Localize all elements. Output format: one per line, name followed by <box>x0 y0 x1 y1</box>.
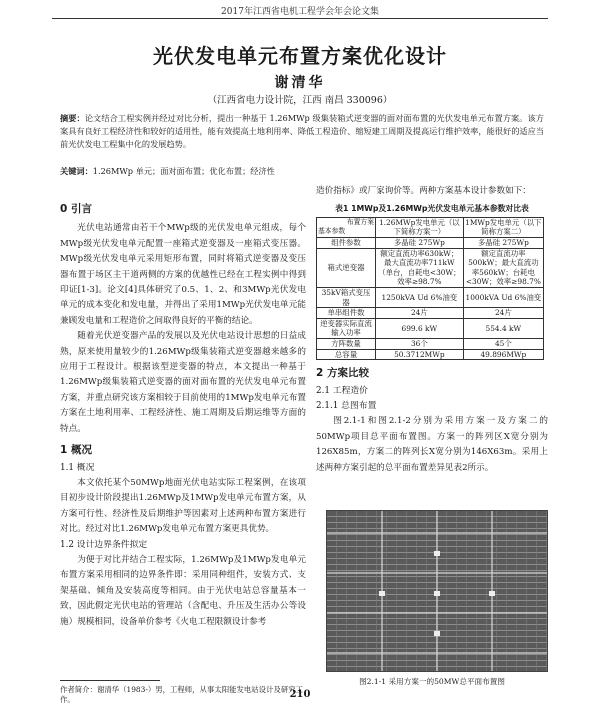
table-header-sub: 基本参数 <box>318 227 346 236</box>
table-cell-name: 组件参数 <box>317 238 376 249</box>
section-1-1-heading: 1.1 概况 <box>60 462 95 473</box>
table-cell-name: 箱式逆变器 <box>317 248 376 287</box>
paper-title: 光伏发电单元布置方案优化设计 <box>153 44 447 68</box>
header-rule <box>52 18 548 19</box>
table-cell-a: 24片 <box>376 308 464 319</box>
table-cell-a: 36个 <box>376 338 464 349</box>
table-cell-name: 方阵数量 <box>317 338 376 349</box>
section-1-heading: 1 概况 <box>60 444 92 457</box>
table-cell-b: 额定直流功率500kW；最大直流功率560kW；台耗电<30W；效率≥98.7% <box>463 248 543 287</box>
section-0-paragraph-1: 光伏电站通常由若干个MWp级的光伏发电单元组成，每个MWp级光伏发电单元配置一座箱式逆变器及一座箱式变压器。MWp级光伏发电单元采用矩形布置，同时将箱式逆变器及变压器布置于场区主干道两侧的方案的优越性已经在工程实例中得到印证[1-3]。论文[4]具体研究了0.5、1、2、和3MWp光伏发电单元的成本变化和发电量，并得出了采用1MWp光伏发电单元能兼顾发电量和工程造价之间取得良好的平衡的结论。 <box>60 223 306 326</box>
section-1-2-paragraph: 为便于对比并结合工程实际，1.26MWp及1MWp发电单元布置方案采用相同的边界条件即：采用同种组件，安装方式、支架基础、倾角及安装高度等相同。由于光伏电站总容量基本一致，因此假定光伏电站的管理站（含配电、升压及生活办公等设施）规模相同，设备单价参考《火电工程限额设计参考 <box>60 554 306 627</box>
table-cell-a: 699.6 kW <box>376 318 464 338</box>
section-2-1-1-heading: 2.1.1 总图布置 <box>316 400 377 411</box>
table-col-b-header: 1MWp发电单元（以下简称方案二） <box>465 217 542 237</box>
table-cell-name: 逆变器实际直流输入功率 <box>317 318 376 338</box>
site-layout-figure <box>326 510 548 672</box>
table-row <box>317 308 544 319</box>
keywords <box>60 166 544 177</box>
keywords-text: 1.26MWp 单元；面对面布置；优化布置；经济性 <box>92 166 275 176</box>
section-1-2-heading: 1.2 设计边界条件拟定 <box>60 539 148 550</box>
keywords-label: 关键词： <box>60 166 93 176</box>
table-cell-name: 单串组件数 <box>317 308 376 319</box>
table-cell-b: 1000kVA Ud 6%油变 <box>463 287 543 307</box>
figure-caption: 图2.1-1 采用方案一的50MW总平面布置图 <box>359 677 505 686</box>
site-layout-image <box>327 511 547 671</box>
section-2-1-heading: 2.1 工程造价 <box>316 385 368 396</box>
table-cell-b: 24片 <box>463 308 543 319</box>
footnote-rule <box>60 680 160 681</box>
running-head: 2017年江西省电机工程学会年会论文集 <box>221 7 379 17</box>
abstract-label: 摘要： <box>60 113 85 123</box>
table-row <box>317 349 544 360</box>
table-cell-b: 多晶硅 275Wp <box>463 238 543 249</box>
table-corner-cell <box>317 217 376 237</box>
table-header-label: 布置方案 <box>346 217 374 226</box>
section-0-heading: 0 引言 <box>60 203 92 215</box>
section-2-1-1-paragraph: 图2.1-1和图2.1-2分别为采用方案一及方案二的50MWp项目总平面布置图。方案一的阵列区X宽分别为126X85m，方案二的阵列长X宽分别为146X63m。采用上述两种方案引起的总平面布置差异见表2所示。 <box>316 416 548 473</box>
abstract-text: 论文结合工程实例并经过对比分析，提出一种基于 1.26MWp 级集装箱式逆变器的面对面布置的光伏发电单元布置方案。该方案具有良好工程经济性和较好的适用性，能有效提高土地利用率、降低工程造价、缩短建工周期及提高运行维护效率，能很好的适应当前光伏发电工程集中化的发展趋势。 <box>60 113 544 149</box>
table-row <box>317 338 544 349</box>
table-header-row <box>317 217 544 237</box>
table-cell-name: 总容量 <box>317 349 376 360</box>
paper-author: 谢清华 <box>274 75 326 91</box>
section-1-1-paragraph: 本文依托某个50MWp地面光伏电站实际工程案例，在该项目初步设计阶段提出1.26MWp及1MWp发电单元布置方案，从方案可行性、经济性及后期维护等因素对上述两种布置方案进行对比。经过对比1.26MWp发电单元布置方案更具优势。 <box>60 477 306 535</box>
table-cell-b: 45个 <box>463 338 543 349</box>
left-column <box>60 200 306 630</box>
page-number: 210 <box>289 689 311 700</box>
table-cell-b: 554.4 kW <box>463 318 543 338</box>
table-row <box>317 318 544 338</box>
table-cell-a: 额定直流功率630kW；最大直流功率711kW（单台，自耗电<30W；效率≥98.7% <box>376 248 464 287</box>
table-row <box>317 248 544 287</box>
table-caption: 表1 1MWp及1.26MWp光伏发电单元基本参数对比表 <box>335 204 529 214</box>
right-column <box>316 184 548 476</box>
table-cell-name: 35kV箱式变压器 <box>317 287 376 307</box>
table-row <box>317 287 544 307</box>
continuation-text: 造价指标》或厂家询价等。两种方案基本设计参数如下： <box>316 186 531 196</box>
parameter-table <box>316 217 544 360</box>
abstract <box>60 112 544 151</box>
section-0-paragraph-2: 随着光伏逆变器产品的发展以及光伏电站设计思想的日益成熟，原来使用量较少的1.26MWp级集装箱式逆变器越来越多的应用于工程设计。根据该型逆变器的特点，本文提出一种基于1.26MWp级集装箱式逆变器的面对面布置的光伏发电单元布置方案，并重点研究该方案相较于目前使用的1MWp发电单元布置方案在土地利用率、工程经济性、施工周期及后期运维等方面的特点。 <box>60 331 306 434</box>
author-footnote: 作者简介：谢清华（1983-）男，工程师，从事太阳能发电站设计及研究工作。 <box>60 685 304 704</box>
table-cell-a: 多晶硅 275Wp <box>376 238 464 249</box>
table-cell-b: 49.896MWp <box>463 349 543 360</box>
section-2-heading: 2 方案比较 <box>316 367 369 380</box>
table-col-a-header: 1.26MWp发电单元（以下简称方案一） <box>376 217 464 237</box>
table-cell-a: 50.3712MWp <box>376 349 464 360</box>
table-row <box>317 238 544 249</box>
paper-affiliation: （江西省电力设计院，江西 南昌 330096） <box>207 95 393 106</box>
table-cell-a: 1250kVA Ud 6%油变 <box>376 287 464 307</box>
